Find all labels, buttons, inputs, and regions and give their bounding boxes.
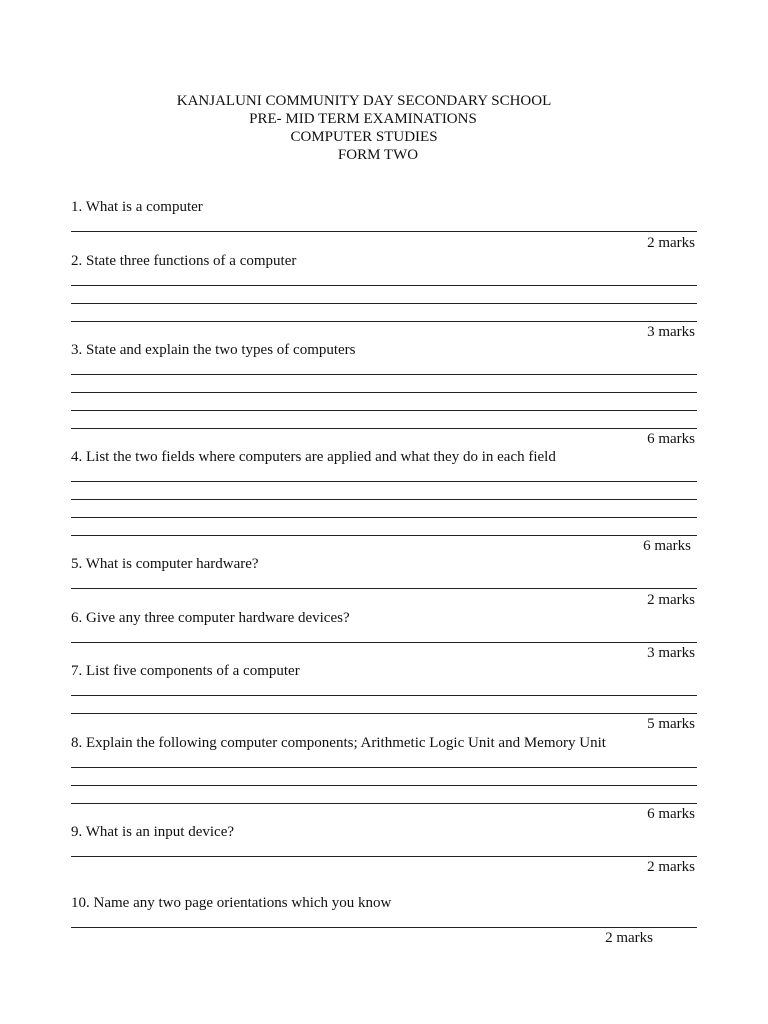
answer-line (71, 517, 697, 518)
answer-line (71, 535, 697, 536)
answer-line (71, 499, 697, 500)
question-1: 1. What is a computer (71, 199, 203, 215)
answer-line (71, 695, 697, 696)
answer-line (71, 785, 697, 786)
answer-line (71, 321, 697, 322)
answer-line (71, 588, 697, 589)
marks-7: 5 marks (647, 716, 695, 732)
marks-6: 3 marks (647, 645, 695, 661)
form-title: FORM TWO (337, 147, 419, 163)
answer-line (71, 374, 697, 375)
marks-1: 2 marks (647, 235, 695, 251)
answer-line (71, 803, 697, 804)
question-4: 4. List the two fields where computers are applied and what they do in each field (71, 449, 556, 465)
marks-4: 6 marks (643, 538, 691, 554)
marks-9: 2 marks (647, 859, 695, 875)
exam-header (0, 92, 768, 164)
answer-line (71, 428, 697, 429)
question-2: 2. State three functions of a computer (71, 253, 297, 269)
question-5: 5. What is computer hardware? (71, 556, 259, 572)
question-9: 9. What is an input device? (71, 824, 235, 840)
marks-8: 6 marks (647, 806, 695, 822)
answer-line (71, 481, 697, 482)
marks-2: 3 marks (647, 324, 695, 340)
answer-line (71, 713, 697, 714)
exam-title: PRE- MID TERM EXAMINATIONS (249, 111, 477, 127)
marks-10: 2 marks (605, 930, 653, 946)
subject-title: COMPUTER STUDIES (290, 129, 438, 145)
answer-line (71, 856, 697, 857)
answer-line (71, 285, 697, 286)
answer-line (71, 303, 697, 304)
answer-line (71, 231, 697, 232)
answer-line (71, 392, 697, 393)
question-6: 6. Give any three computer hardware devices? (71, 610, 350, 626)
answer-line (71, 410, 697, 411)
answer-line (71, 767, 697, 768)
question-7: 7. List five components of a computer (71, 663, 300, 679)
question-10: 10. Name any two page orientations which you know (71, 895, 392, 911)
school-name: KANJALUNI COMMUNITY DAY SECONDARY SCHOOL (176, 93, 552, 109)
marks-3: 6 marks (647, 431, 695, 447)
marks-5: 2 marks (647, 592, 695, 608)
question-3: 3. State and explain the two types of computers (71, 342, 356, 358)
answer-line (71, 927, 697, 928)
question-8: 8. Explain the following computer components; Arithmetic Logic Unit and Memory Unit (71, 735, 606, 751)
answer-line (71, 642, 697, 643)
